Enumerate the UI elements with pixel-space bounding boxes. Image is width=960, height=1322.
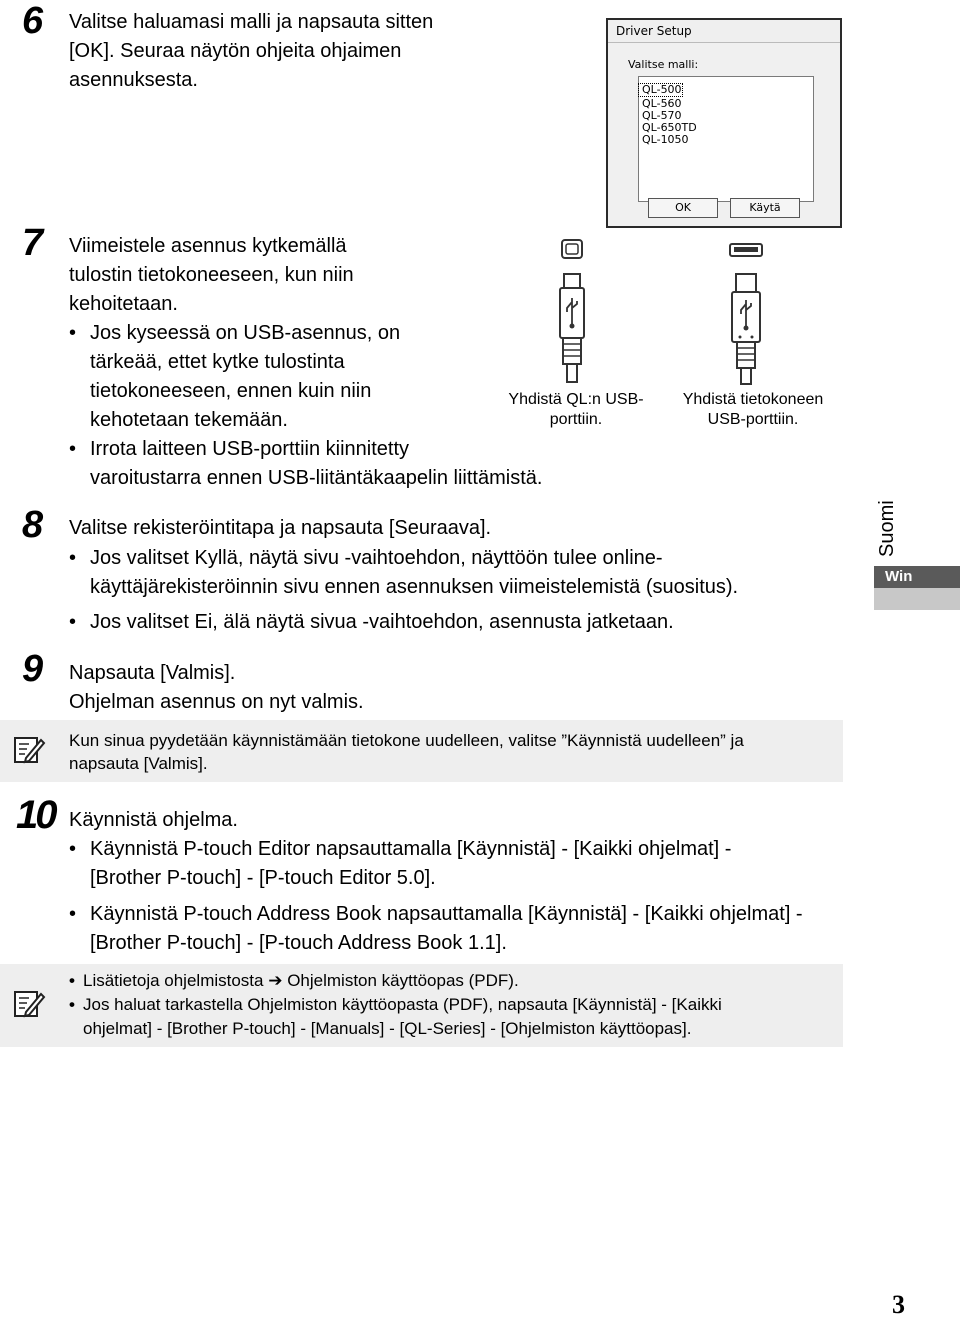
page-number: 3 [892,1290,905,1319]
dialog-label: Valitse malli: [628,58,699,71]
bullet-line: tietokoneeseen, ennen kuin niin [90,380,372,402]
step-8-bullet-2 [69,608,850,637]
caption-line: USB-porttiin. [707,411,799,428]
step-6-line-1: Valitse haluamasi malli ja napsauta sitten [69,11,434,33]
bullet-line: • Irrota laitteen USB-porttiin kiinnitetty [90,438,410,460]
language-tab [874,495,960,565]
dialog-title: Driver Setup [608,20,840,43]
model-item[interactable]: QL-1050 [642,133,689,146]
usb-right-caption [672,390,834,430]
step-8-heading: Valitse rekisteröintitapa ja napsauta [Seuraava]. [69,517,492,539]
bullet-line: kehotetaan tekemään. [90,409,288,431]
step-10-heading: Käynnistä ohjelma. [69,809,238,831]
step-8-number: 8 [22,504,44,546]
bullet-line: • Käynnistä P-touch Address Book napsauttamalla [Käynnistä] - [Kaikki ohjelmat] - [90,903,803,925]
note-2-bullet-2 [69,993,843,1041]
arrow-icon: ➔ [268,971,283,990]
step-6-line-2: [OK]. Seuraa näytön ohjeita ohjaimen [69,40,402,62]
bullet-line: [Brother P-touch] - [P-touch Editor 5.0]. [90,867,436,889]
note-line: ohjelmat] - [Brother P-touch] - [Manuals] - [QL-Series] - [Ohjelmiston käyttöopas]. [83,1019,692,1038]
bullet-line: varoitustarra ennen USB-liitäntäkaapelin liittämistä. [90,467,543,489]
caption-line: Yhdistä QL:n USB- [508,391,644,408]
step-7-line-1: Viimeistele asennus kytkemällä [69,235,347,257]
model-item[interactable]: QL-500 [639,84,682,96]
step-7-number: 7 [22,222,44,264]
step-7-text [69,232,509,319]
bullet-line: [Brother P-touch] - [P-touch Address Book 1.1]. [90,932,507,954]
step-10-number: 10 [16,793,55,837]
model-list[interactable] [638,76,814,202]
usb-b-cable-icon [554,236,590,386]
step-8-bullet-1 [69,544,850,602]
usb-left-caption [496,390,656,430]
note-line: napsauta [Valmis]. [69,754,208,773]
caption-line: porttiin. [549,411,603,428]
memo-pencil-icon [12,986,46,1020]
model-item[interactable]: QL-570 [642,109,682,122]
model-item[interactable]: QL-560 [642,97,682,110]
language-label: Suomi [876,500,898,557]
step-6-text [69,8,589,95]
note-text: Ohjelmiston käyttöopas (PDF). [287,971,519,990]
step-9-subtext: Ohjelman asennus on nyt valmis. [69,691,364,713]
bullet-line: • Käynnistä P-touch Editor napsauttamalla [Käynnistä] - [Kaikki ohjelmat] - [90,838,732,860]
note-2-bullet-1 [69,969,843,993]
step-7-line-3: kehoitetaan. [69,293,178,315]
step-7-line-2: tulostin tietokoneeseen, kun niin [69,264,354,286]
step-7-bullet-1 [69,319,510,435]
step-7-bullet-2 [69,435,650,493]
model-item[interactable]: QL-650TD [642,121,697,134]
memo-pencil-icon [12,732,46,766]
step-9-heading: Napsauta [Valmis]. [69,662,236,684]
step-6-line-3: asennuksesta. [69,69,198,91]
os-tab: Win [874,566,960,588]
note-box-1 [0,720,843,782]
bullet-line: • Jos kyseessä on USB-asennus, on [90,322,401,344]
step-9-number: 9 [22,648,44,690]
caption-line: Yhdistä tietokoneen [682,391,824,408]
driver-setup-dialog [606,18,842,228]
note-line: Kun sinua pyydetään käynnistämään tietokone uudelleen, valitse ”Käynnistä uudelleen” ja [69,731,744,750]
note-1-text [69,729,839,775]
note-text: Lisätietoja ohjelmistosta [83,971,264,990]
os-tab-filler [874,588,960,610]
bullet-line: tärkeää, ettet kytke tulostinta [90,351,345,373]
bullet-line: • Jos valitset Kyllä, näytä sivu -vaihtoehdon, näyttöön tulee online- [90,547,663,569]
bullet-line: käyttäjärekisteröinnin sivu ennen asennuksen viimeistelemistä (suositus). [90,576,739,598]
usb-a-cable-icon [726,236,766,386]
step-10-bullet-2 [69,900,880,958]
note-box-2 [0,964,843,1047]
bullet-line: • Jos valitset Ei, älä näytä sivua -vaihtoehdon, asennusta jatketaan. [90,611,674,633]
step-10-bullet-1 [69,835,860,893]
kayta-button[interactable]: Käytä [730,198,800,218]
ok-button[interactable]: OK [648,198,718,218]
note-line: • Jos haluat tarkastella Ohjelmiston käyttöopasta (PDF), napsauta [Käynnistä] - [Kaikki [83,995,722,1014]
step-6-number: 6 [22,0,44,42]
